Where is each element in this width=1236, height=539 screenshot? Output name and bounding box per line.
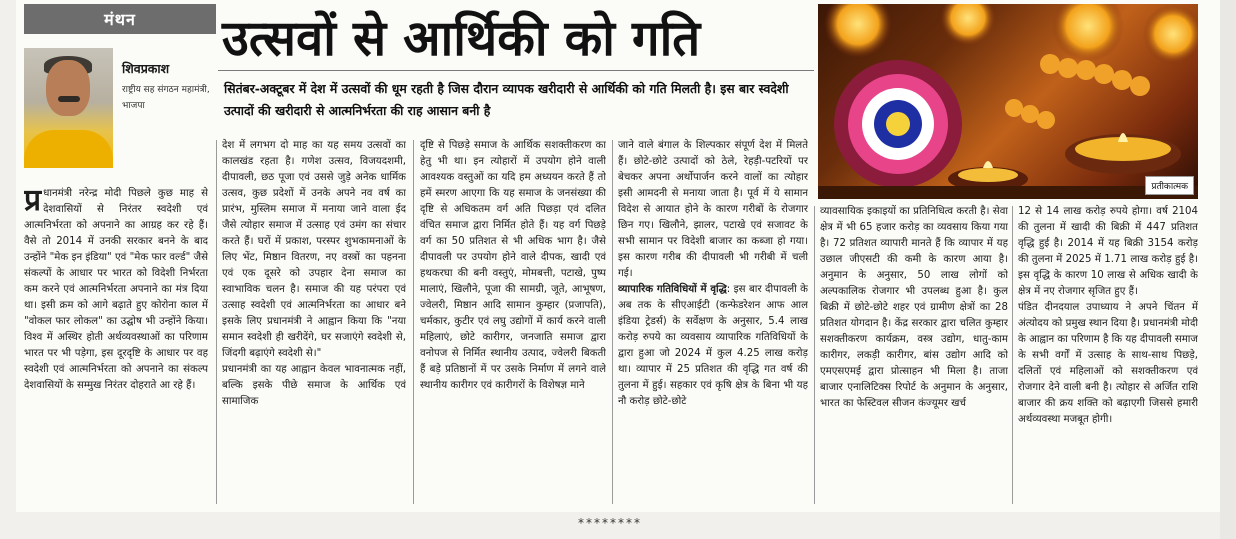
column-5	[820, 204, 1008, 504]
face	[46, 60, 90, 116]
column-6-para-2: पंडित दीनदयाल उपाध्याय ने अपने चिंतन में अंत्योदय को प्रमुख स्थान दिया है। प्रधानमंत्री मोदी के आह्वान का परिणाम है कि यह दीपावली समाज के सभी वर्गों में उत्साह के साथ-साथ पिछड़े, दलितों एवं महिलाओं को सशक्तीकरण एवं रोजगार देने वाली बनी है। त्योहार से अर्जित राशि बाजार की क्रय शक्ति को बढ़ाएगी जिससे हमारी अर्थव्यवस्था मजबूत होगी।	[1018, 302, 1198, 425]
column-1-text: धानमंत्री नरेन्द्र मोदी पिछले कुछ माह से देशवासियों से निरंतर स्वदेशी एवं आत्मनिर्भरता को अपनाने का आग्रह कर रहे हैं। वैसे तो 2014 में उनकी सरकार बनने के बाद उन्होंने "मेक इन इंडिया" एवं "मेक फार वर्ल्ड" जैसे संकल्पों के आधार पर भारत को विदेशी निर्भरता कम करने एवं आत्मनिर्भरता अपनाने का मंत्र दिया था। इसी क्रम को आगे बढ़ाते हुए कोरोना काल में "वोकल फार लोकल" का उद्घोष भी उन्होंने किया। विश्व में अस्थिर होती अर्थव्यवस्थाओं का परिणाम भारत पर भी पड़ेगा, इस दूरदृष्टि के आधार पर वह स्वदेशी एवं आत्मनिर्भरता को अपनाने का संकल्प देशवासियों के सम्मुख निरंतर दोहराते आ रहे हैं।	[24, 188, 208, 391]
headline: उत्सवों से आर्थिकी को गति	[222, 9, 701, 67]
column-6-para-1: 12 से 14 लाख करोड़ रुपये होगा। वर्ष 2104 की तुलना में खादी की बिक्री में 447 प्रतिशत वृद्धि हुई है। 2014 में यह बिक्री 3154 करोड़ की तुलना में 2025 में 1.71 लाख करोड़ हुई है। इस वृद्धि के कारण 10 लाख से अधिक खादी के क्षेत्र में नए रोजगार सृजित हुए हैं।	[1018, 206, 1198, 297]
column-rule	[1012, 206, 1013, 504]
column-5-text: व्यावसायिक इकाइयों का प्रतिनिधित्व करती है। सेवा क्षेत्र में भी 65 हजार करोड़ का व्यवसाय किया गया है। 72 प्रतिशत व्यापारी मानते हैं कि व्यापार में यह उछाल जीएसटी की कमी के कारण आया है। अनुमान के अनुसार, 50 लाख लोगों को अल्पकालिक रोजगार भी उपलब्ध हुआ है। कुल बिक्री में छोटे-छोटे शहर एवं ग्रामीण क्षेत्रों का 28 प्रतिशत योगदान है। केंद्र सरकार द्वारा चलित कुम्हार सशक्तीकरण कार्यक्रम, वस्त्र उद्योग, धातु-काम कारीगर, लकड़ी कारीगर, बांस उद्योग आदि को एमएसएमई द्वारा प्रोत्साहन भी मिला है। ताजा बाजार एनालिटिक्स रिपोर्ट के अनुमान के अनुसार, भारत का फेस्टिवल सीजन कंज्यूमर खर्च	[820, 206, 1008, 409]
column-4-para-2: : इस बार दीपावली के अब तक के सीएआईटी (कन्फेडरेशन आफ आल इंडिया ट्रेडर्स) के सर्वेक्षण के अनुसार, 5.4 लाख करोड़ रुपये का व्यवसाय व्यापारिक गतिविधियों के द्वारा हुआ जो 2024 में कुल 4.25 लाख करोड़ था। व्यापार में 25 प्रतिशत की वृद्धि गत वर्ष की तुलना में हुई। सहकार एवं कृषि क्षेत्र के बिना भी यह नौ करोड़ छोटे-छोटे	[618, 284, 808, 407]
separator-stars: ********	[578, 516, 642, 530]
column-3	[420, 138, 606, 504]
image-caption: प्रतीकात्मक	[1145, 176, 1194, 195]
column-4-para-1: जाने वाले बंगाल के शिल्पकार संपूर्ण देश में मिलते हैं। छोटे-छोटे उत्पादों को ठेले, रेहड़ी-पटरियों पर बेचकर अपना अर्थोपार्जन करने वालों का त्योहार इसी आमदनी से मनाया जाता है। पूर्व में ये सामान विदेश से आयात होने के कारण गरीबों के रोजगार छिन गए। खिलौने, झालर, पटाखे एवं सजावट के सभी सामान पर विदेशी बाजार का कब्जा हो गया। इस कारण गरीब की दीपावली भी गरीबी में चली गई।	[618, 140, 808, 279]
author-photo	[24, 48, 113, 168]
column-rule	[413, 140, 414, 504]
festival-image	[818, 4, 1198, 199]
column-2-para-1: देश में लगभग दो माह का यह समय उत्सवों का कालखंड रहता है। गणेश उत्सव, विजयदशमी, दीपावली, छठ पूजा एवं उससे जुड़े अनेक धार्मिक उत्सव, कुछ प्रदेशों में उनके अपने नव वर्ष का प्रारंभ, मुस्लिम समाज में मनाया जाने वाला ईद जैसे त्योहार समाज में उत्साह एवं उमंग का संचार करते हैं। घरों में प्रकाश, परस्पर शुभकामनाओं के लिए भेंट, मिष्ठान वितरण, नए वस्त्रों का पहनना एवं एक दूसरे को उपहार देना समाज का स्वाभाविक चलन है। समाज की यह परंपरा एवं उत्साह स्वदेशी एवं आत्मनिर्भरता का आधार बने इसके लिए प्रधानमंत्री ने आह्वान किया कि "नया समान स्वदेशी ही खरीदेंगे, घर सजाएंगे स्वदेशी से, जिंदगी बढ़ाएंगे स्वदेशी से।"	[222, 140, 406, 359]
author-designation: राष्ट्रीय सह संगठन महामंत्री, भाजपा	[122, 85, 210, 111]
column-rule	[814, 206, 815, 504]
column-2-para-2: प्रधानमंत्री का यह आह्वान केवल भावनात्मक नहीं, बल्कि इसके पीछे समाज के आर्थिक एवं सामाजिक	[222, 364, 406, 407]
dropcap: प्र	[24, 186, 42, 218]
kurta	[24, 130, 113, 168]
subheading: व्यापारिक गतिविधियों में वृद्धि	[618, 284, 727, 295]
column-6	[1018, 204, 1198, 504]
header-divider	[218, 70, 814, 71]
column-3-text: दृष्टि से पिछड़े समाज के आर्थिक सशक्तीकरण का हेतु भी था। इन त्योहारों में उपयोग होने वाली आवश्यक वस्तुओं का यदि हम अध्ययन करते हैं तो हमें स्मरण आएगा कि यह समाज के जनसंख्या की दृष्टि से अधिकतम वर्ग अति पिछड़ा एवं दलित वंचित समाज द्वारा निर्मित होते हैं। यह वर्ग पिछड़े वर्ग का 50 प्रतिशत से भी अधिक भाग है। जैसे दीपावली पर उपयोग होने वाले दीपक, खादी एवं हथकरघा की बनी वस्तुएं, मोमबत्ती, पटाखे, पुष्प मालाएं, खिलौने, पूजा की सामग्री, जूते, आभूषण, ज्वेलरी, मिष्ठान आदि सामान कुम्हार (प्रजापति), चर्मकार, कुटीर एवं लघु उद्योगों में कार्य करने वाली महिलाएं, छोटे कारीगर, जनजाति समाज द्वारा वनोपज से निर्मित स्थानीय उत्पाद, ज्वेलरी बिकती हैं बड़े प्रतिष्ठानों में पर उसके निर्माण में लगने वाले स्थानीय कारीगर एवं कारीगरों के विशेषज्ञ माने	[420, 140, 606, 391]
deck: सितंबर-अक्टूबर में देश में उत्सवों की धूम रहती है जिस दौरान व्यापक खरीदारी से आर्थिकी को गति मिलती है। इस बार स्वदेशी उत्पादों की खरीदारी से आत्मनिर्भरता की राह आसान बनी है	[224, 81, 789, 118]
column-rule	[216, 140, 217, 504]
festival-diya-image	[818, 4, 1198, 199]
column-rule	[612, 140, 613, 504]
column-4	[618, 138, 808, 504]
section-label: मंथन	[24, 4, 216, 34]
page-edge	[1220, 0, 1236, 539]
column-2	[222, 138, 406, 504]
author-name: शिवप्रकाश	[122, 61, 170, 76]
column-1	[24, 186, 208, 504]
moustache	[58, 96, 80, 102]
